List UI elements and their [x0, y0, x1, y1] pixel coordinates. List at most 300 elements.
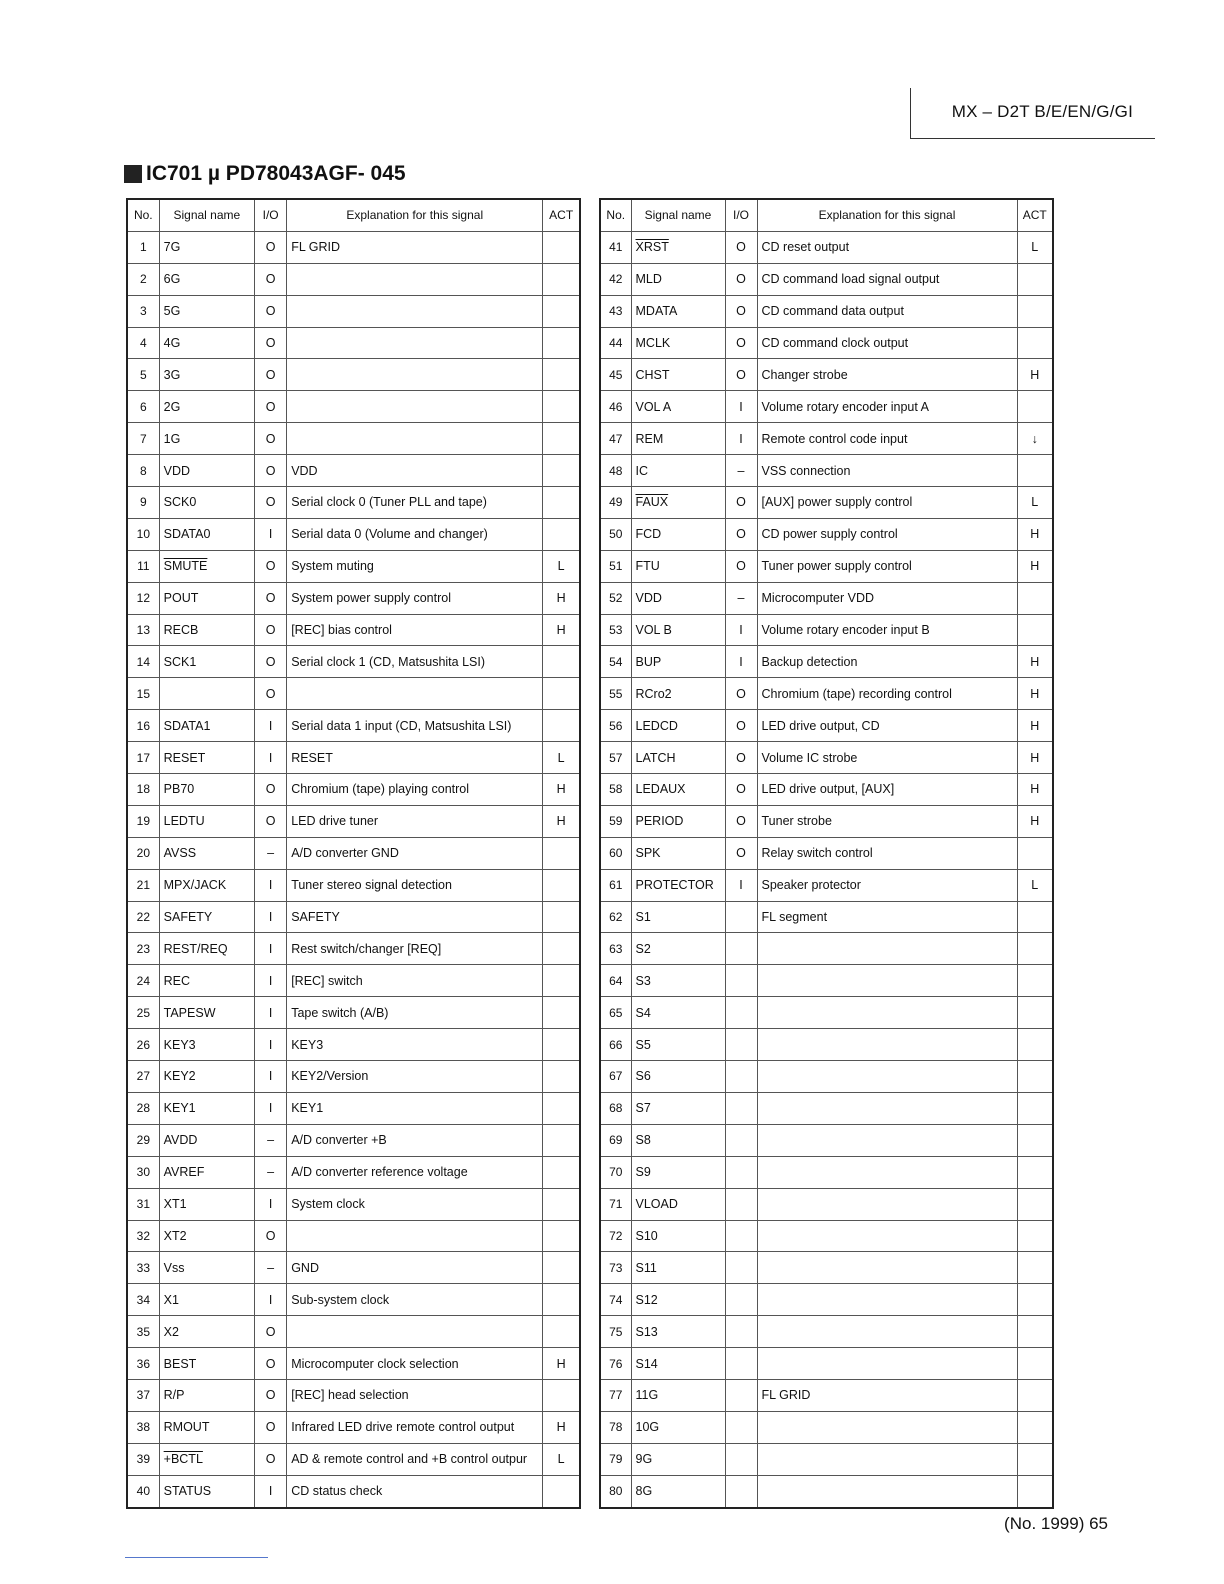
pin-number: 40	[127, 1475, 159, 1507]
pin-number: 77	[600, 1379, 631, 1411]
table-row	[127, 518, 580, 550]
signal-explanation: System clock	[287, 1188, 543, 1220]
io-direction: O	[255, 678, 287, 710]
io-direction: O	[725, 231, 757, 263]
active-level	[1017, 997, 1053, 1029]
table-row	[127, 901, 580, 933]
signal-name: VOL B	[631, 614, 725, 646]
page-number: (No. 1999) 65	[1004, 1514, 1108, 1533]
signal-explanation	[757, 1348, 1017, 1380]
signal-explanation: A/D converter GND	[287, 837, 543, 869]
table-row	[600, 869, 1053, 901]
signal-explanation: Serial data 1 input (CD, Matsushita LSI)	[287, 710, 543, 742]
io-direction: I	[255, 933, 287, 965]
active-level	[543, 263, 580, 295]
signal-name: S5	[631, 1029, 725, 1061]
active-level	[543, 837, 580, 869]
io-direction: I	[255, 742, 287, 774]
signal-name: AVREF	[159, 1156, 254, 1188]
signal-name: S6	[631, 1061, 725, 1093]
signal-name: LEDTU	[159, 805, 254, 837]
active-level: L	[1017, 869, 1053, 901]
io-direction: O	[255, 774, 287, 806]
signal-name: POUT	[159, 582, 254, 614]
signal-name: 2G	[159, 391, 254, 423]
signal-name: SPK	[631, 837, 725, 869]
pin-number: 39	[127, 1443, 159, 1475]
table-row	[600, 933, 1053, 965]
table-row	[127, 710, 580, 742]
io-direction	[725, 1156, 757, 1188]
table-row	[127, 391, 580, 423]
pin-number: 79	[600, 1443, 631, 1475]
active-level: H	[1017, 710, 1053, 742]
signal-explanation: FL GRID	[287, 231, 543, 263]
pin-number: 32	[127, 1220, 159, 1252]
io-direction: –	[255, 1156, 287, 1188]
table-row	[127, 1156, 580, 1188]
signal-name: SCK1	[159, 646, 254, 678]
io-direction: I	[725, 423, 757, 455]
signal-explanation	[757, 1188, 1017, 1220]
active-level	[1017, 837, 1053, 869]
signal-explanation: System muting	[287, 550, 543, 582]
signal-name: XRST	[631, 231, 725, 263]
signal-name: SMUTE	[159, 550, 254, 582]
table-row	[600, 646, 1053, 678]
pin-number: 12	[127, 582, 159, 614]
io-direction: O	[725, 518, 757, 550]
active-level	[543, 1475, 580, 1507]
io-direction	[725, 1379, 757, 1411]
table-row	[600, 455, 1053, 487]
signal-name: +BCTL	[159, 1443, 254, 1475]
io-direction: O	[255, 295, 287, 327]
active-level: H	[1017, 742, 1053, 774]
table-row	[600, 582, 1053, 614]
table-row	[127, 646, 580, 678]
signal-explanation	[757, 1156, 1017, 1188]
col-header-explanation: Explanation for this signal	[287, 199, 543, 231]
signal-explanation	[757, 1124, 1017, 1156]
io-direction: O	[255, 646, 287, 678]
io-direction: I	[255, 1188, 287, 1220]
active-level: H	[543, 805, 580, 837]
pin-number: 55	[600, 678, 631, 710]
table-row	[600, 742, 1053, 774]
signal-name: KEY3	[159, 1029, 254, 1061]
signal-explanation: Changer strobe	[757, 359, 1017, 391]
signal-explanation	[757, 933, 1017, 965]
io-direction: I	[255, 518, 287, 550]
black-square-icon	[124, 165, 142, 183]
col-header-no: No.	[127, 199, 159, 231]
pin-number: 26	[127, 1029, 159, 1061]
signal-name: S2	[631, 933, 725, 965]
active-level	[543, 710, 580, 742]
signal-name: CHST	[631, 359, 725, 391]
signal-name: S11	[631, 1252, 725, 1284]
io-direction	[725, 1029, 757, 1061]
active-level	[1017, 295, 1053, 327]
active-level	[1017, 1348, 1053, 1380]
active-level: H	[1017, 359, 1053, 391]
signal-name: PROTECTOR	[631, 869, 725, 901]
signal-explanation	[287, 263, 543, 295]
table-row	[127, 1316, 580, 1348]
pin-number: 17	[127, 742, 159, 774]
signal-name: 10G	[631, 1411, 725, 1443]
signal-explanation: CD command data output	[757, 295, 1017, 327]
table-row	[600, 359, 1053, 391]
signal-explanation: KEY2/Version	[287, 1061, 543, 1093]
signal-name: XT1	[159, 1188, 254, 1220]
io-direction	[725, 1124, 757, 1156]
active-level	[1017, 1220, 1053, 1252]
active-level	[1017, 614, 1053, 646]
pin-number: 24	[127, 965, 159, 997]
table-row	[127, 295, 580, 327]
pin-number: 69	[600, 1124, 631, 1156]
io-direction: I	[255, 710, 287, 742]
active-level	[543, 1124, 580, 1156]
table-row	[127, 933, 580, 965]
signal-name: 6G	[159, 263, 254, 295]
io-direction: –	[725, 582, 757, 614]
io-direction: I	[255, 997, 287, 1029]
pin-number: 3	[127, 295, 159, 327]
active-level: L	[543, 742, 580, 774]
signal-name: X2	[159, 1316, 254, 1348]
signal-explanation	[757, 1443, 1017, 1475]
io-direction: I	[725, 869, 757, 901]
io-direction: I	[255, 1029, 287, 1061]
signal-explanation: A/D converter reference voltage	[287, 1156, 543, 1188]
active-level	[1017, 1443, 1053, 1475]
table-row	[600, 710, 1053, 742]
pin-number: 72	[600, 1220, 631, 1252]
pin-number: 73	[600, 1252, 631, 1284]
pin-number: 51	[600, 550, 631, 582]
signal-name: XT2	[159, 1220, 254, 1252]
pin-number: 80	[600, 1475, 631, 1507]
pin-number: 22	[127, 901, 159, 933]
table-row	[127, 1379, 580, 1411]
signal-explanation	[287, 423, 543, 455]
signal-explanation: RESET	[287, 742, 543, 774]
pin-number: 61	[600, 869, 631, 901]
pin-number: 54	[600, 646, 631, 678]
active-level	[1017, 327, 1053, 359]
signal-name: X1	[159, 1284, 254, 1316]
active-level	[543, 997, 580, 1029]
pin-number: 33	[127, 1252, 159, 1284]
active-level	[543, 1220, 580, 1252]
active-level: H	[1017, 518, 1053, 550]
signal-name: FTU	[631, 550, 725, 582]
signal-explanation: CD command load signal output	[757, 263, 1017, 295]
pin-number: 62	[600, 901, 631, 933]
signal-explanation: System power supply control	[287, 582, 543, 614]
active-level: ↓	[1017, 423, 1053, 455]
signal-name: R/P	[159, 1379, 254, 1411]
pin-number: 7	[127, 423, 159, 455]
io-direction: O	[255, 359, 287, 391]
signal-explanation: SAFETY	[287, 901, 543, 933]
pin-number: 2	[127, 263, 159, 295]
pin-number: 13	[127, 614, 159, 646]
io-direction: O	[725, 837, 757, 869]
active-level: L	[543, 550, 580, 582]
section-title	[124, 162, 406, 186]
pin-number: 5	[127, 359, 159, 391]
signal-explanation: FL segment	[757, 901, 1017, 933]
io-direction	[725, 933, 757, 965]
signal-explanation	[757, 1316, 1017, 1348]
signal-explanation	[757, 1411, 1017, 1443]
table-row	[127, 742, 580, 774]
table-row	[127, 997, 580, 1029]
signal-name: REST/REQ	[159, 933, 254, 965]
pin-number: 20	[127, 837, 159, 869]
io-direction: O	[725, 487, 757, 519]
pin-number: 34	[127, 1284, 159, 1316]
signal-explanation: VSS connection	[757, 455, 1017, 487]
io-direction: O	[255, 231, 287, 263]
table-row	[600, 1188, 1053, 1220]
table-row	[127, 1475, 580, 1507]
signal-explanation: Backup detection	[757, 646, 1017, 678]
io-direction: –	[255, 1252, 287, 1284]
signal-name: SDATA0	[159, 518, 254, 550]
signal-explanation: LED drive output, CD	[757, 710, 1017, 742]
table-row	[127, 774, 580, 806]
signal-explanation	[287, 678, 543, 710]
io-direction: O	[255, 582, 287, 614]
signal-explanation	[757, 1029, 1017, 1061]
active-level	[1017, 1316, 1053, 1348]
active-level	[1017, 455, 1053, 487]
pin-number: 18	[127, 774, 159, 806]
pin-number: 45	[600, 359, 631, 391]
active-level	[543, 231, 580, 263]
signal-name: S9	[631, 1156, 725, 1188]
io-direction	[725, 1348, 757, 1380]
table-row	[600, 1348, 1053, 1380]
table-row	[600, 678, 1053, 710]
signal-explanation: Chromium (tape) recording control	[757, 678, 1017, 710]
table-row	[600, 1061, 1053, 1093]
pin-number: 38	[127, 1411, 159, 1443]
active-level	[1017, 1284, 1053, 1316]
table-header-row	[600, 199, 1053, 231]
pin-number: 65	[600, 997, 631, 1029]
signal-name: VDD	[631, 582, 725, 614]
io-direction: O	[255, 1220, 287, 1252]
pin-number: 25	[127, 997, 159, 1029]
active-level	[1017, 1475, 1053, 1507]
signal-explanation: Microcomputer VDD	[757, 582, 1017, 614]
io-direction: I	[725, 614, 757, 646]
pin-number: 63	[600, 933, 631, 965]
pin-number: 66	[600, 1029, 631, 1061]
pin-number: 15	[127, 678, 159, 710]
signal-explanation: Serial data 0 (Volume and changer)	[287, 518, 543, 550]
io-direction: I	[725, 646, 757, 678]
io-direction: I	[255, 901, 287, 933]
signal-name: VOL A	[631, 391, 725, 423]
signal-name: VDD	[159, 455, 254, 487]
signal-name: MPX/JACK	[159, 869, 254, 901]
io-direction	[725, 1411, 757, 1443]
table-row	[600, 997, 1053, 1029]
active-level	[1017, 1379, 1053, 1411]
signal-name: STATUS	[159, 1475, 254, 1507]
pin-number: 29	[127, 1124, 159, 1156]
active-level	[543, 1029, 580, 1061]
table-row	[600, 614, 1053, 646]
pin-number: 36	[127, 1348, 159, 1380]
active-level	[543, 455, 580, 487]
pin-number: 76	[600, 1348, 631, 1380]
pin-number: 23	[127, 933, 159, 965]
table-row	[600, 1252, 1053, 1284]
signal-explanation: Serial clock 0 (Tuner PLL and tape)	[287, 487, 543, 519]
io-direction	[725, 1252, 757, 1284]
active-level	[543, 1284, 580, 1316]
io-direction: O	[725, 678, 757, 710]
signal-explanation: Tuner stereo signal detection	[287, 869, 543, 901]
pin-number: 47	[600, 423, 631, 455]
active-level: L	[1017, 487, 1053, 519]
signal-explanation: CD reset output	[757, 231, 1017, 263]
io-direction: I	[255, 1061, 287, 1093]
active-level	[1017, 1188, 1053, 1220]
pin-number: 10	[127, 518, 159, 550]
col-header-act: ACT	[543, 199, 580, 231]
io-direction: –	[255, 837, 287, 869]
signal-explanation: Microcomputer clock selection	[287, 1348, 543, 1380]
signal-explanation	[757, 997, 1017, 1029]
table-row	[600, 423, 1053, 455]
table-row	[127, 1220, 580, 1252]
signal-explanation: Sub-system clock	[287, 1284, 543, 1316]
signal-name: PERIOD	[631, 805, 725, 837]
io-direction: O	[255, 423, 287, 455]
signal-name: RESET	[159, 742, 254, 774]
active-level: H	[543, 582, 580, 614]
table-row	[600, 1475, 1053, 1507]
pin-number: 21	[127, 869, 159, 901]
io-direction: O	[255, 550, 287, 582]
col-header-act: ACT	[1017, 199, 1053, 231]
signal-name: FCD	[631, 518, 725, 550]
io-direction: O	[255, 1348, 287, 1380]
signal-explanation: CD power supply control	[757, 518, 1017, 550]
active-level	[543, 1156, 580, 1188]
pin-number: 70	[600, 1156, 631, 1188]
pin-number: 9	[127, 487, 159, 519]
signal-explanation: Volume rotary encoder input A	[757, 391, 1017, 423]
table-row	[127, 1092, 580, 1124]
active-level	[543, 487, 580, 519]
table-row	[127, 231, 580, 263]
active-level	[1017, 582, 1053, 614]
active-level: H	[543, 774, 580, 806]
col-header-signal: Signal name	[631, 199, 725, 231]
signal-explanation: Tuner strobe	[757, 805, 1017, 837]
pin-number: 53	[600, 614, 631, 646]
signal-name: 3G	[159, 359, 254, 391]
active-level	[1017, 1124, 1053, 1156]
io-direction: I	[255, 1284, 287, 1316]
active-level	[543, 933, 580, 965]
signal-name: MLD	[631, 263, 725, 295]
signal-explanation: Tuner power supply control	[757, 550, 1017, 582]
signal-explanation: Chromium (tape) playing control	[287, 774, 543, 806]
active-level: H	[1017, 646, 1053, 678]
signal-explanation: CD command clock output	[757, 327, 1017, 359]
pin-number: 71	[600, 1188, 631, 1220]
io-direction	[725, 1092, 757, 1124]
signal-name: PB70	[159, 774, 254, 806]
active-level	[1017, 1061, 1053, 1093]
signal-explanation	[757, 1061, 1017, 1093]
io-direction: O	[255, 1379, 287, 1411]
pin-number: 19	[127, 805, 159, 837]
table-row	[127, 869, 580, 901]
active-level: H	[1017, 550, 1053, 582]
active-level: H	[543, 1411, 580, 1443]
signal-name: KEY1	[159, 1092, 254, 1124]
pin-number: 64	[600, 965, 631, 997]
io-direction: O	[255, 487, 287, 519]
pin-number: 8	[127, 455, 159, 487]
pin-number: 57	[600, 742, 631, 774]
pin-number: 68	[600, 1092, 631, 1124]
signal-name: S10	[631, 1220, 725, 1252]
signal-explanation: LED drive output, [AUX]	[757, 774, 1017, 806]
pin-number: 74	[600, 1284, 631, 1316]
active-level	[543, 1379, 580, 1411]
io-direction	[725, 1220, 757, 1252]
signal-explanation: AD & remote control and +B control outpur	[287, 1443, 543, 1475]
active-level: H	[1017, 678, 1053, 710]
io-direction: O	[255, 1443, 287, 1475]
signal-explanation	[757, 1475, 1017, 1507]
io-direction: O	[725, 327, 757, 359]
signal-explanation: KEY3	[287, 1029, 543, 1061]
table-row	[600, 1284, 1053, 1316]
io-direction: O	[255, 1316, 287, 1348]
pin-number: 50	[600, 518, 631, 550]
table-row	[127, 805, 580, 837]
active-level	[543, 1061, 580, 1093]
pin-number: 42	[600, 263, 631, 295]
signal-explanation: GND	[287, 1252, 543, 1284]
io-direction: O	[725, 359, 757, 391]
active-level: H	[543, 614, 580, 646]
pin-table-right	[599, 198, 1054, 1509]
pin-number: 35	[127, 1316, 159, 1348]
active-level	[543, 1316, 580, 1348]
signal-name: KEY2	[159, 1061, 254, 1093]
signal-name: S12	[631, 1284, 725, 1316]
io-direction	[725, 1061, 757, 1093]
footer-line	[125, 1557, 268, 1558]
signal-name: BEST	[159, 1348, 254, 1380]
io-direction: O	[725, 263, 757, 295]
